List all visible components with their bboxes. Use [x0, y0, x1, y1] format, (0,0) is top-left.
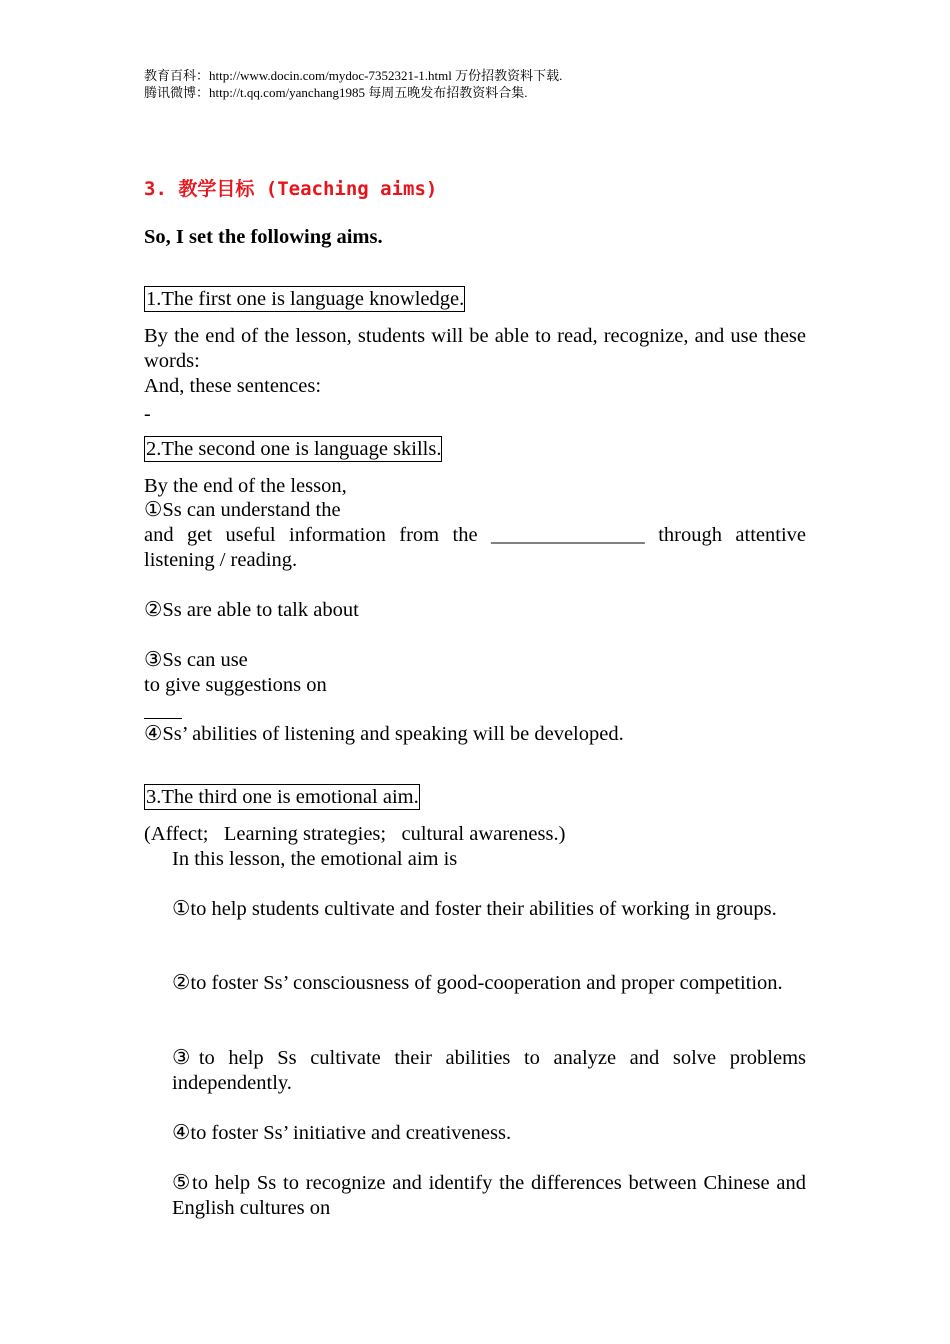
aim2-heading: 2.The second one is language skills.	[146, 438, 442, 460]
aim2-item3-b: to give suggestions on	[144, 674, 327, 696]
aim3-lead: In this lesson, the emotional aim is	[172, 848, 458, 870]
aim2-item4: ④Ss’ abilities of listening and speaking will be developed.	[144, 723, 624, 745]
aim2-item3-a: ③Ss can use	[144, 649, 248, 671]
intro-text: So, I set the following aims.	[144, 226, 383, 248]
section-title: 3. 教学目标 (Teaching aims)	[144, 178, 438, 200]
blank-underline	[144, 718, 182, 719]
aim3-item-2: ②to foster Ss’ consciousness of good-cooperation and proper competition.	[172, 972, 783, 994]
aim1-heading: 1.The first one is language knowledge.	[146, 288, 465, 310]
aim3-item-3: ③to help Ss cultivate their abilities to analyze and solve problems independently.	[172, 1047, 806, 1094]
aim3-heading: 3.The third one is emotional aim.	[146, 786, 419, 808]
aim1-dash: -	[144, 403, 151, 425]
header-line-2: 腾讯微博：http://t.qq.com/yanchang1985 每周五晚发布招教资料合集.	[144, 85, 528, 100]
aim2-item2: ②Ss are able to talk about	[144, 599, 359, 621]
aim2-item1-b: and get useful information from the _______________ through attentive listening / reading.	[144, 524, 806, 571]
aim3-item-1: ①to help students cultivate and foster their abilities of working in groups.	[172, 898, 777, 920]
aim2-item1-a: ①Ss can understand the	[144, 499, 341, 521]
aim1-text-a: By the end of the lesson, students will be able to read, recognize, and use these words:	[144, 325, 806, 372]
aim3-item-5: ⑤to help Ss to recognize and identify the differences between Chinese and English cultures on	[172, 1172, 806, 1219]
aim3-sub: (Affect; Learning strategies; cultural awareness.)	[144, 823, 566, 845]
aim2-lead: By the end of the lesson,	[144, 475, 347, 497]
aim1-text-b: And, these sentences:	[144, 375, 322, 397]
aim3-item-4: ④to foster Ss’ initiative and creativeness.	[172, 1122, 512, 1144]
header-line-1: 教育百科：http://www.docin.com/mydoc-7352321-1.html 万份招教资料下载.	[144, 68, 563, 83]
